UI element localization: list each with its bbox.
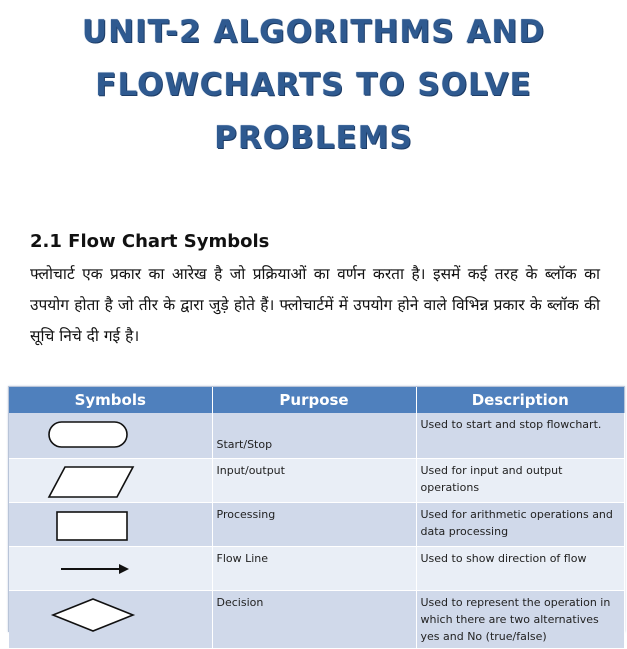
title-line-3: PROBLEMS: [214, 120, 413, 156]
header-symbols: Symbols: [9, 387, 212, 413]
header-purpose: Purpose: [212, 387, 416, 413]
symbol-cell: [9, 591, 212, 649]
title-line-1: UNIT-2 ALGORITHMS AND: [81, 14, 546, 50]
description-cell: Used for input and output operations: [416, 459, 624, 503]
parallelogram-icon: [9, 459, 212, 502]
symbol-cell: [9, 459, 212, 503]
rectangle-icon: [9, 503, 212, 546]
section-heading: 2.1 Flow Chart Symbols: [30, 231, 270, 252]
purpose-cell: Processing: [212, 503, 416, 547]
symbols-table: [8, 386, 625, 643]
description-cell: Used to start and stop flowchart.: [416, 413, 624, 459]
terminal-oval-icon: [9, 413, 212, 456]
page-title: [0, 6, 627, 165]
section-paragraph: फ्लोचार्ट एक प्रकार का आरेख है जो प्रक्रियाओं का वर्णन करता है। इसमें कई तरह के ब्लॉक का उपयोग होता है जो तीर के द्वारा जुड़े होते हैं। फ्लोचार्टमें में उपयोग होने वाले विभिन्न प्रकार के ब्लॉक की सूचि निचे दी गई है।: [30, 265, 600, 345]
purpose-cell: Start/Stop: [212, 413, 416, 459]
symbol-cell: [9, 547, 212, 591]
purpose-cell: Input/output: [212, 459, 416, 503]
symbol-cell: [9, 413, 212, 459]
table-row: [9, 503, 624, 547]
header-description: Description: [416, 387, 624, 413]
diamond-icon: [9, 591, 212, 641]
title-line-2: FLOWCHARTS TO SOLVE: [95, 67, 532, 103]
description-cell: Used for arithmetic operations and data processing: [416, 503, 624, 547]
purpose-cell: Flow Line: [212, 547, 416, 591]
symbol-cell: [9, 503, 212, 547]
table-row: [9, 413, 624, 459]
description-cell: Used to show direction of flow: [416, 547, 624, 591]
table-row: [9, 547, 624, 591]
table-header-row: [9, 387, 624, 413]
description-cell: Used to represent the operation in which there are two alternatives yes and No (true/false): [416, 591, 624, 649]
table-row: [9, 459, 624, 503]
purpose-cell: Decision: [212, 591, 416, 649]
table-row: [9, 591, 624, 649]
arrow-icon: [9, 547, 212, 590]
